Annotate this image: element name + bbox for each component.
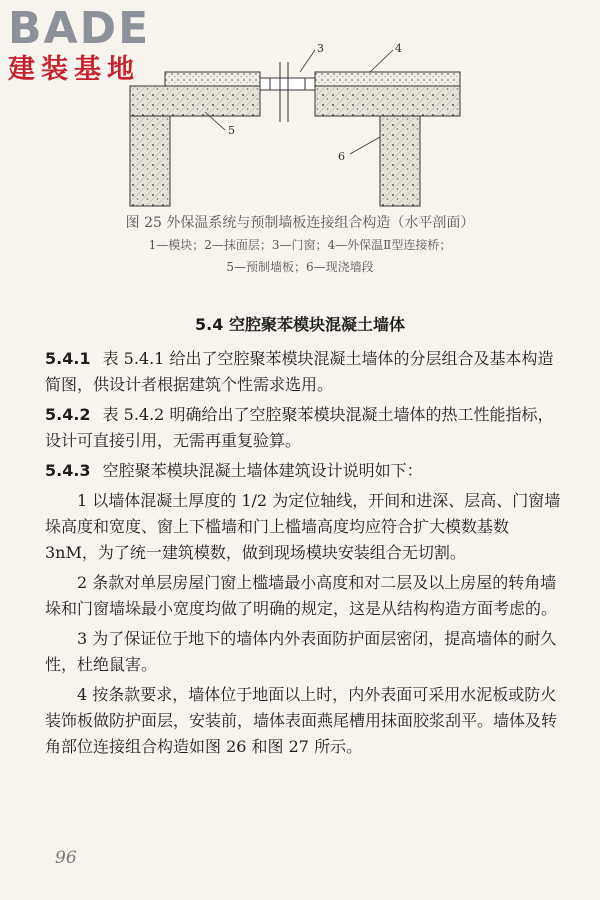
clause-text: 表 5.4.1 给出了空腔聚苯模块混凝土墙体的分层组合及基本构造简图，供设计者根据建筑个性需求选用。 <box>45 349 554 394</box>
clause-number: 5.4.1 <box>45 349 91 368</box>
list-item-3: 3 为了保证位于地下的墙体内外表面防护面层密闭，提高墙体的耐久性，杜绝鼠害。 <box>45 629 557 674</box>
clause-number: 5.4.2 <box>45 405 91 424</box>
logo-subtitle: 建装基地 <box>8 54 140 85</box>
clause-5-4-3 <box>45 458 565 484</box>
figure-caption: 图 25 外保温系统与预制墙板连接组合构造（水平剖面） <box>125 215 475 231</box>
section-heading: 5.4 空腔聚苯模块混凝土墙体 <box>195 315 405 334</box>
clause-5-4-2 <box>45 402 565 454</box>
list-item-4: 4 按条款要求，墙体位于地面以上时，内外表面可采用水泥板或防火装饰板做防护面层，安装前，墙体表面燕尾槽用抹面胶浆刮平。墙体及转角部位连接组合构造如图 26 和图 27 所示。 <box>45 685 558 756</box>
logo-word: BADE <box>8 3 151 54</box>
list-item-2: 2 条款对单层房屋门窗上槛墙最小高度和对二层及以上房屋的转角墙垛和门窗墙垛最小宽度均做了明确的规定，这是从结构构造方面考虑的。 <box>45 573 558 618</box>
callout-3: 3 <box>317 42 324 55</box>
callout-4: 4 <box>395 42 402 55</box>
page-number: 96 <box>55 848 77 868</box>
clause-number: 5.4.3 <box>45 461 91 480</box>
callout-6: 6 <box>338 150 345 163</box>
clause-text: 空腔聚苯模块混凝土墙体建筑设计说明如下： <box>102 461 423 480</box>
list-item-1: 1 以墙体混凝土厚度的 1/2 为定位轴线，开间和进深、层高、门窗墙垛高度和宽度、窗上下槛墙和门上槛墙高度均应符合扩大模数基数 3nM，为了统一建筑模数，做到现场模块安装组合无切割。 <box>45 491 561 562</box>
clause-text: 表 5.4.2 明确给出了空腔聚苯模块混凝土墙体的热工性能指标，设计可直接引用，无需再重复验算。 <box>45 405 554 450</box>
figure-legend-line-1: 1—模块；2—抹面层；3—门窗；4—外保温Ⅱ型连接桥； <box>148 238 452 252</box>
body-text <box>45 346 565 760</box>
figure-legend-line-2: 5—预制墙板；6—现浇墙段 <box>226 260 374 274</box>
clause-5-4-1 <box>45 346 565 398</box>
callout-5: 5 <box>228 124 235 137</box>
wall-assembly <box>130 62 460 206</box>
wall-section-figure <box>110 42 490 207</box>
